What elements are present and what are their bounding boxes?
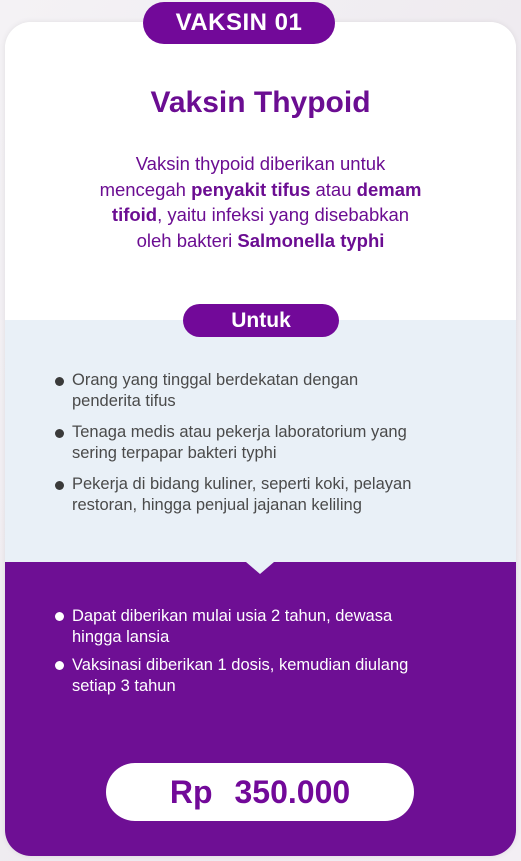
untuk-list [55,370,475,526]
bullet-icon [55,377,64,386]
price-currency: Rp [169,773,213,810]
description-line: tifoid, yaitu infeksi yang disebabkan [111,204,410,225]
list-item: Pekerja di bidang kuliner, seperti koki, pelayan restoran, hingga penjual jajanan keliling [55,474,475,516]
description-line: mencegah penyakit tifus atau demam [99,178,422,200]
list-item: Orang yang tinggal berdekatan dengan penderita tifus [55,370,475,412]
price-button[interactable] [106,763,414,821]
bullet-icon [55,612,64,621]
info-list [55,606,475,704]
section-divider-notch [246,562,274,574]
description-line: Vaksin thypoid diberikan untuk [135,153,386,174]
list-item: Tenaga medis atau pekerja laboratorium yang sering terpapar bakteri typhi [55,422,475,464]
bullet-icon [55,481,64,490]
list-item: Vaksinasi diberikan 1 dosis, kemudian diulang setiap 3 tahun [55,655,475,697]
vaccine-description [40,151,481,253]
description-line: oleh bakteri Salmonella typhi [136,229,385,251]
price-amount: 350.000 [234,773,351,810]
vaccine-number-badge: VAKSIN 01 [143,2,335,44]
list-item: Dapat diberikan mulai usia 2 tahun, dewasa hingga lansia [55,606,475,648]
vaccine-title: Vaksin Thypoid [150,86,371,119]
bullet-icon [55,429,64,438]
untuk-label: Untuk [183,304,339,337]
bullet-icon [55,661,64,670]
